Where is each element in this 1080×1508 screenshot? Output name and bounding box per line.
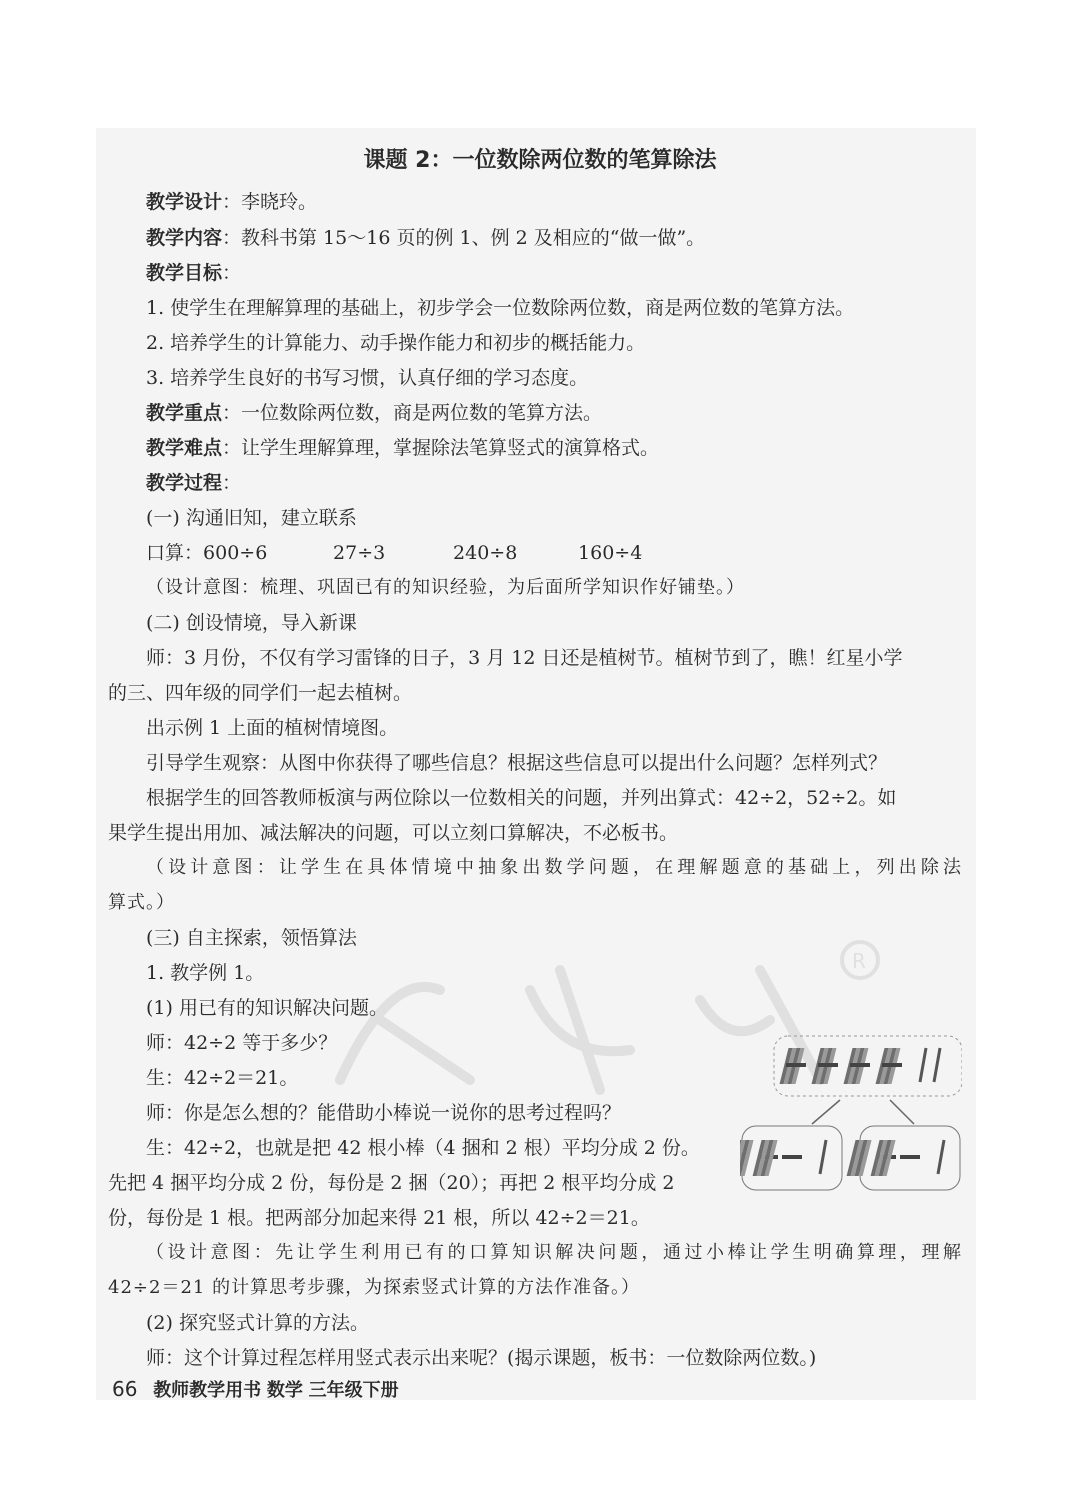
oral-calc-item: 240÷8 (453, 542, 518, 564)
paragraph: 根据学生的回答教师板演与两位除以一位数相关的问题，并列出算式：42÷2，52÷2。如 (146, 787, 897, 809)
paragraph: 果学生提出用加、减法解决的问题，可以立刻口算解决，不必板书。 (108, 822, 679, 844)
stick-bundle-icon (844, 1048, 870, 1084)
goals-heading (146, 264, 962, 283)
design-label: 教学设计 (146, 191, 223, 213)
section2-heading: (二) 创设情境，导入新课 (146, 612, 357, 634)
content-line (146, 229, 962, 248)
paragraph: 生：42÷2，也就是把 42 根小棒（4 捆和 2 根）平均分成 2 份。 (146, 1137, 700, 1159)
goals-suffix: ： (222, 262, 242, 284)
design-line (146, 193, 962, 212)
design-intent-note: （设计意图：梳理、巩固已有的知识经验，为后面所学知识作好铺垫。） (146, 577, 745, 598)
oral-calc-label: 口算： (146, 542, 204, 564)
single-stick-icon (938, 1140, 944, 1174)
process-suffix: ： (222, 472, 242, 494)
key-point-line (146, 404, 962, 423)
oral-calc-item: 27÷3 (333, 542, 386, 564)
paragraph: 的三、四年级的同学们一起去植树。 (108, 682, 413, 704)
difficulty-line (146, 439, 962, 458)
key-point-value: ：一位数除两位数，商是两位数的笔算方法。 (222, 402, 603, 424)
difficulty-value: ：让学生理解算理，掌握除法笔算竖式的演算格式。 (222, 437, 660, 459)
goal-item: 2. 培养学生的计算能力、动手操作能力和初步的概括能力。 (146, 332, 646, 354)
design-intent-note: 42÷2＝21 的计算思考步骤，为探索竖式计算的方法作准备。） (108, 1277, 641, 1298)
single-stick-icon (920, 1048, 926, 1082)
content-label: 教学内容 (146, 227, 223, 249)
goal-item: 1. 使学生在理解算理的基础上，初步学会一位数除两位数，商是两位数的笔算方法。 (146, 297, 855, 319)
section3-heading: (三) 自主探索，领悟算法 (146, 927, 357, 949)
content-value: ：教科书第 15～16 页的例 1、例 2 及相应的“做一做”。 (222, 227, 706, 249)
oral-calc-item: 600÷6 (203, 542, 268, 564)
paragraph: 引导学生观察：从图中你获得了哪些信息？根据这些信息可以提出什么问题？怎样列式？ (146, 752, 888, 774)
paragraph: 先把 4 捆平均分成 2 份，每份是 2 捆（20）；再把 2 根平均分成 2 (108, 1172, 675, 1194)
book-title: 教师教学用书 (153, 1380, 262, 1401)
design-intent-note: （设计意图：让学生在具体情境中抽象出数学问题，在理解题意的基础上，列出除法 (146, 857, 962, 878)
page-footer (112, 1376, 399, 1402)
left-share-sticks (740, 1140, 826, 1176)
svg-text:R: R (852, 949, 866, 973)
goals-label: 教学目标 (146, 262, 223, 284)
sticks-figure (740, 1034, 962, 1194)
paragraph: 师：3 月份，不仅有学习雷锋的日子，3 月 12 日还是植树节。植树节到了，瞧！红星小学 (146, 647, 903, 669)
single-stick-icon (820, 1140, 826, 1174)
difficulty-label: 教学难点 (146, 437, 223, 459)
oral-calc-line (146, 544, 962, 563)
design-intent-note: 算式。） (108, 892, 175, 913)
paragraph: 生：42÷2＝21。 (146, 1067, 299, 1089)
stick-bundle-icon (876, 1048, 902, 1084)
page-number: 66 (112, 1377, 138, 1401)
oral-calc-item: 160÷4 (578, 542, 643, 564)
book-subject: 数学 (266, 1380, 303, 1401)
paragraph: 师：你是怎么想的？能借助小棒说一说你的思考过程吗？ (146, 1102, 622, 1124)
right-share-sticks (847, 1140, 944, 1176)
left-arrow (812, 1100, 840, 1124)
key-point-label: 教学重点 (146, 402, 223, 424)
process-label: 教学过程 (146, 472, 223, 494)
paragraph: 1. 教学例 1。 (146, 962, 265, 984)
top-sticks-group (780, 1048, 940, 1084)
stick-bundle-icon (780, 1048, 806, 1084)
paragraph: (2) 探究竖式计算的方法。 (146, 1312, 369, 1334)
stick-bundle-icon (812, 1048, 838, 1084)
paragraph: 师：42÷2 等于多少？ (146, 1032, 338, 1054)
paragraph: 师：这个计算过程怎样用竖式表示出来呢？(揭示课题，板书：一位数除两位数。) (146, 1347, 817, 1369)
paragraph: 份，每份是 1 根。把两部分加起来得 21 根，所以 42÷2＝21。 (108, 1207, 650, 1229)
design-intent-note: （设计意图：先让学生利用已有的口算知识解决问题，通过小棒让学生明确算理，理解 (146, 1242, 962, 1263)
paragraph: 出示例 1 上面的植树情境图。 (146, 717, 399, 739)
section1-heading: (一) 沟通旧知，建立联系 (146, 507, 357, 529)
design-value: ：李晓玲。 (222, 191, 318, 213)
page-title: 课题 2：一位数除两位数的笔算除法 (363, 148, 717, 173)
process-heading (146, 474, 962, 493)
book-grade: 三年级下册 (308, 1380, 399, 1401)
right-arrow (890, 1100, 914, 1124)
paragraph: (1) 用已有的知识解决问题。 (146, 997, 388, 1019)
goal-item: 3. 培养学生良好的书写习惯，认真仔细的学习态度。 (146, 367, 589, 389)
single-stick-icon (934, 1048, 940, 1082)
